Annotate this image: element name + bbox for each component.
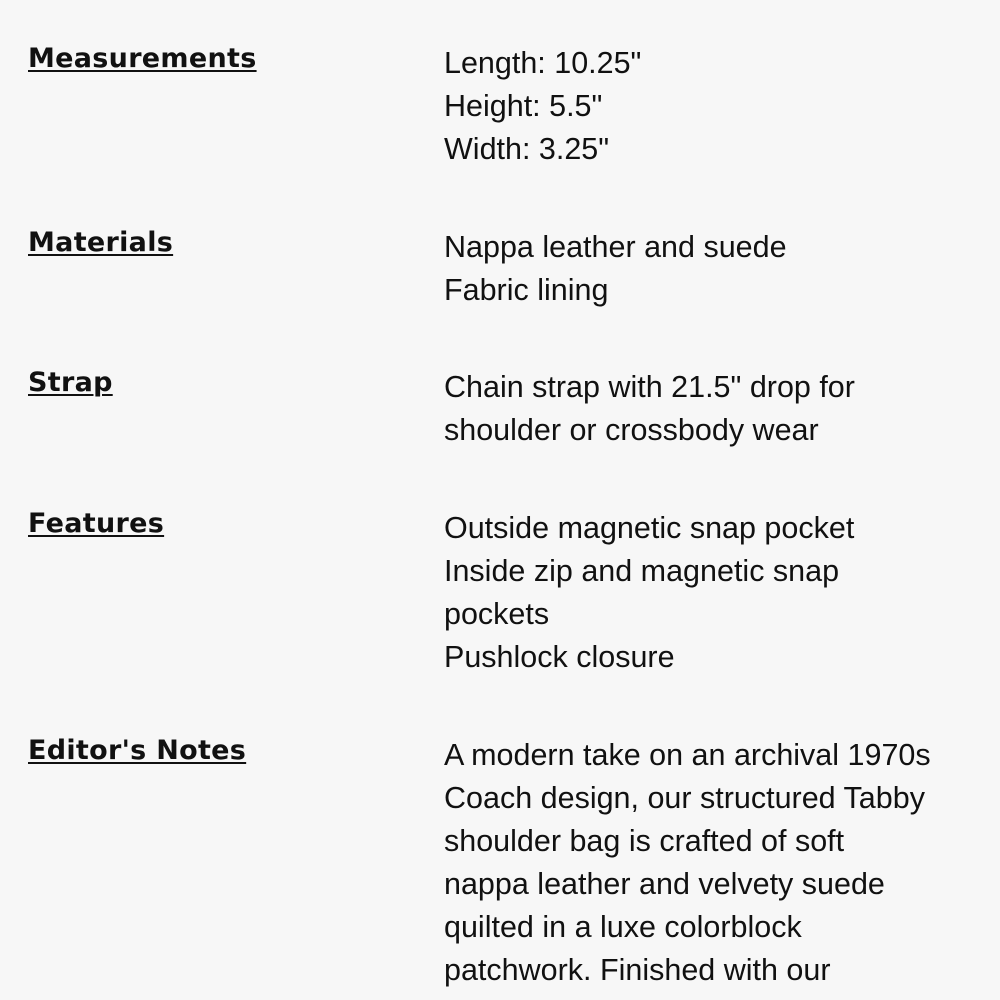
measurements-line: Height: 5.5" xyxy=(444,89,603,123)
measurements-line: Length: 10.25" xyxy=(444,46,642,80)
strap-value xyxy=(444,366,984,452)
materials-line: Nappa leather and suede xyxy=(444,230,787,264)
strap-line: shoulder or crossbody wear xyxy=(444,413,819,447)
editors-notes-line: shoulder bag is crafted of soft xyxy=(444,824,845,858)
features-line: pockets xyxy=(444,597,550,631)
features-value xyxy=(444,507,984,679)
editors-notes-line: A modern take on an archival 1970s xyxy=(444,738,931,772)
features-line: Pushlock closure xyxy=(444,640,675,674)
features-label[interactable]: Features xyxy=(28,508,165,539)
editors-notes-line: quilted in a luxe colorblock xyxy=(444,910,802,944)
materials-line: Fabric lining xyxy=(444,273,609,307)
features-line: Inside zip and magnetic snap xyxy=(444,554,840,588)
measurements-label[interactable]: Measurements xyxy=(28,43,257,74)
features-line: Outside magnetic snap pocket xyxy=(444,511,855,545)
editors-notes-label[interactable]: Editor's Notes xyxy=(28,735,247,766)
materials-label[interactable]: Materials xyxy=(28,227,174,258)
editors-notes-line: nappa leather and velvety suede xyxy=(444,867,885,901)
measurements-value xyxy=(444,42,984,171)
editors-notes-line: Coach design, our structured Tabby xyxy=(444,781,925,815)
editors-notes-line: patchwork. Finished with our xyxy=(444,953,831,987)
strap-line: Chain strap with 21.5" drop for xyxy=(444,370,855,404)
editors-notes-value xyxy=(444,734,984,992)
measurements-line: Width: 3.25" xyxy=(444,132,610,166)
strap-label[interactable]: Strap xyxy=(28,367,113,398)
materials-value xyxy=(444,226,984,312)
